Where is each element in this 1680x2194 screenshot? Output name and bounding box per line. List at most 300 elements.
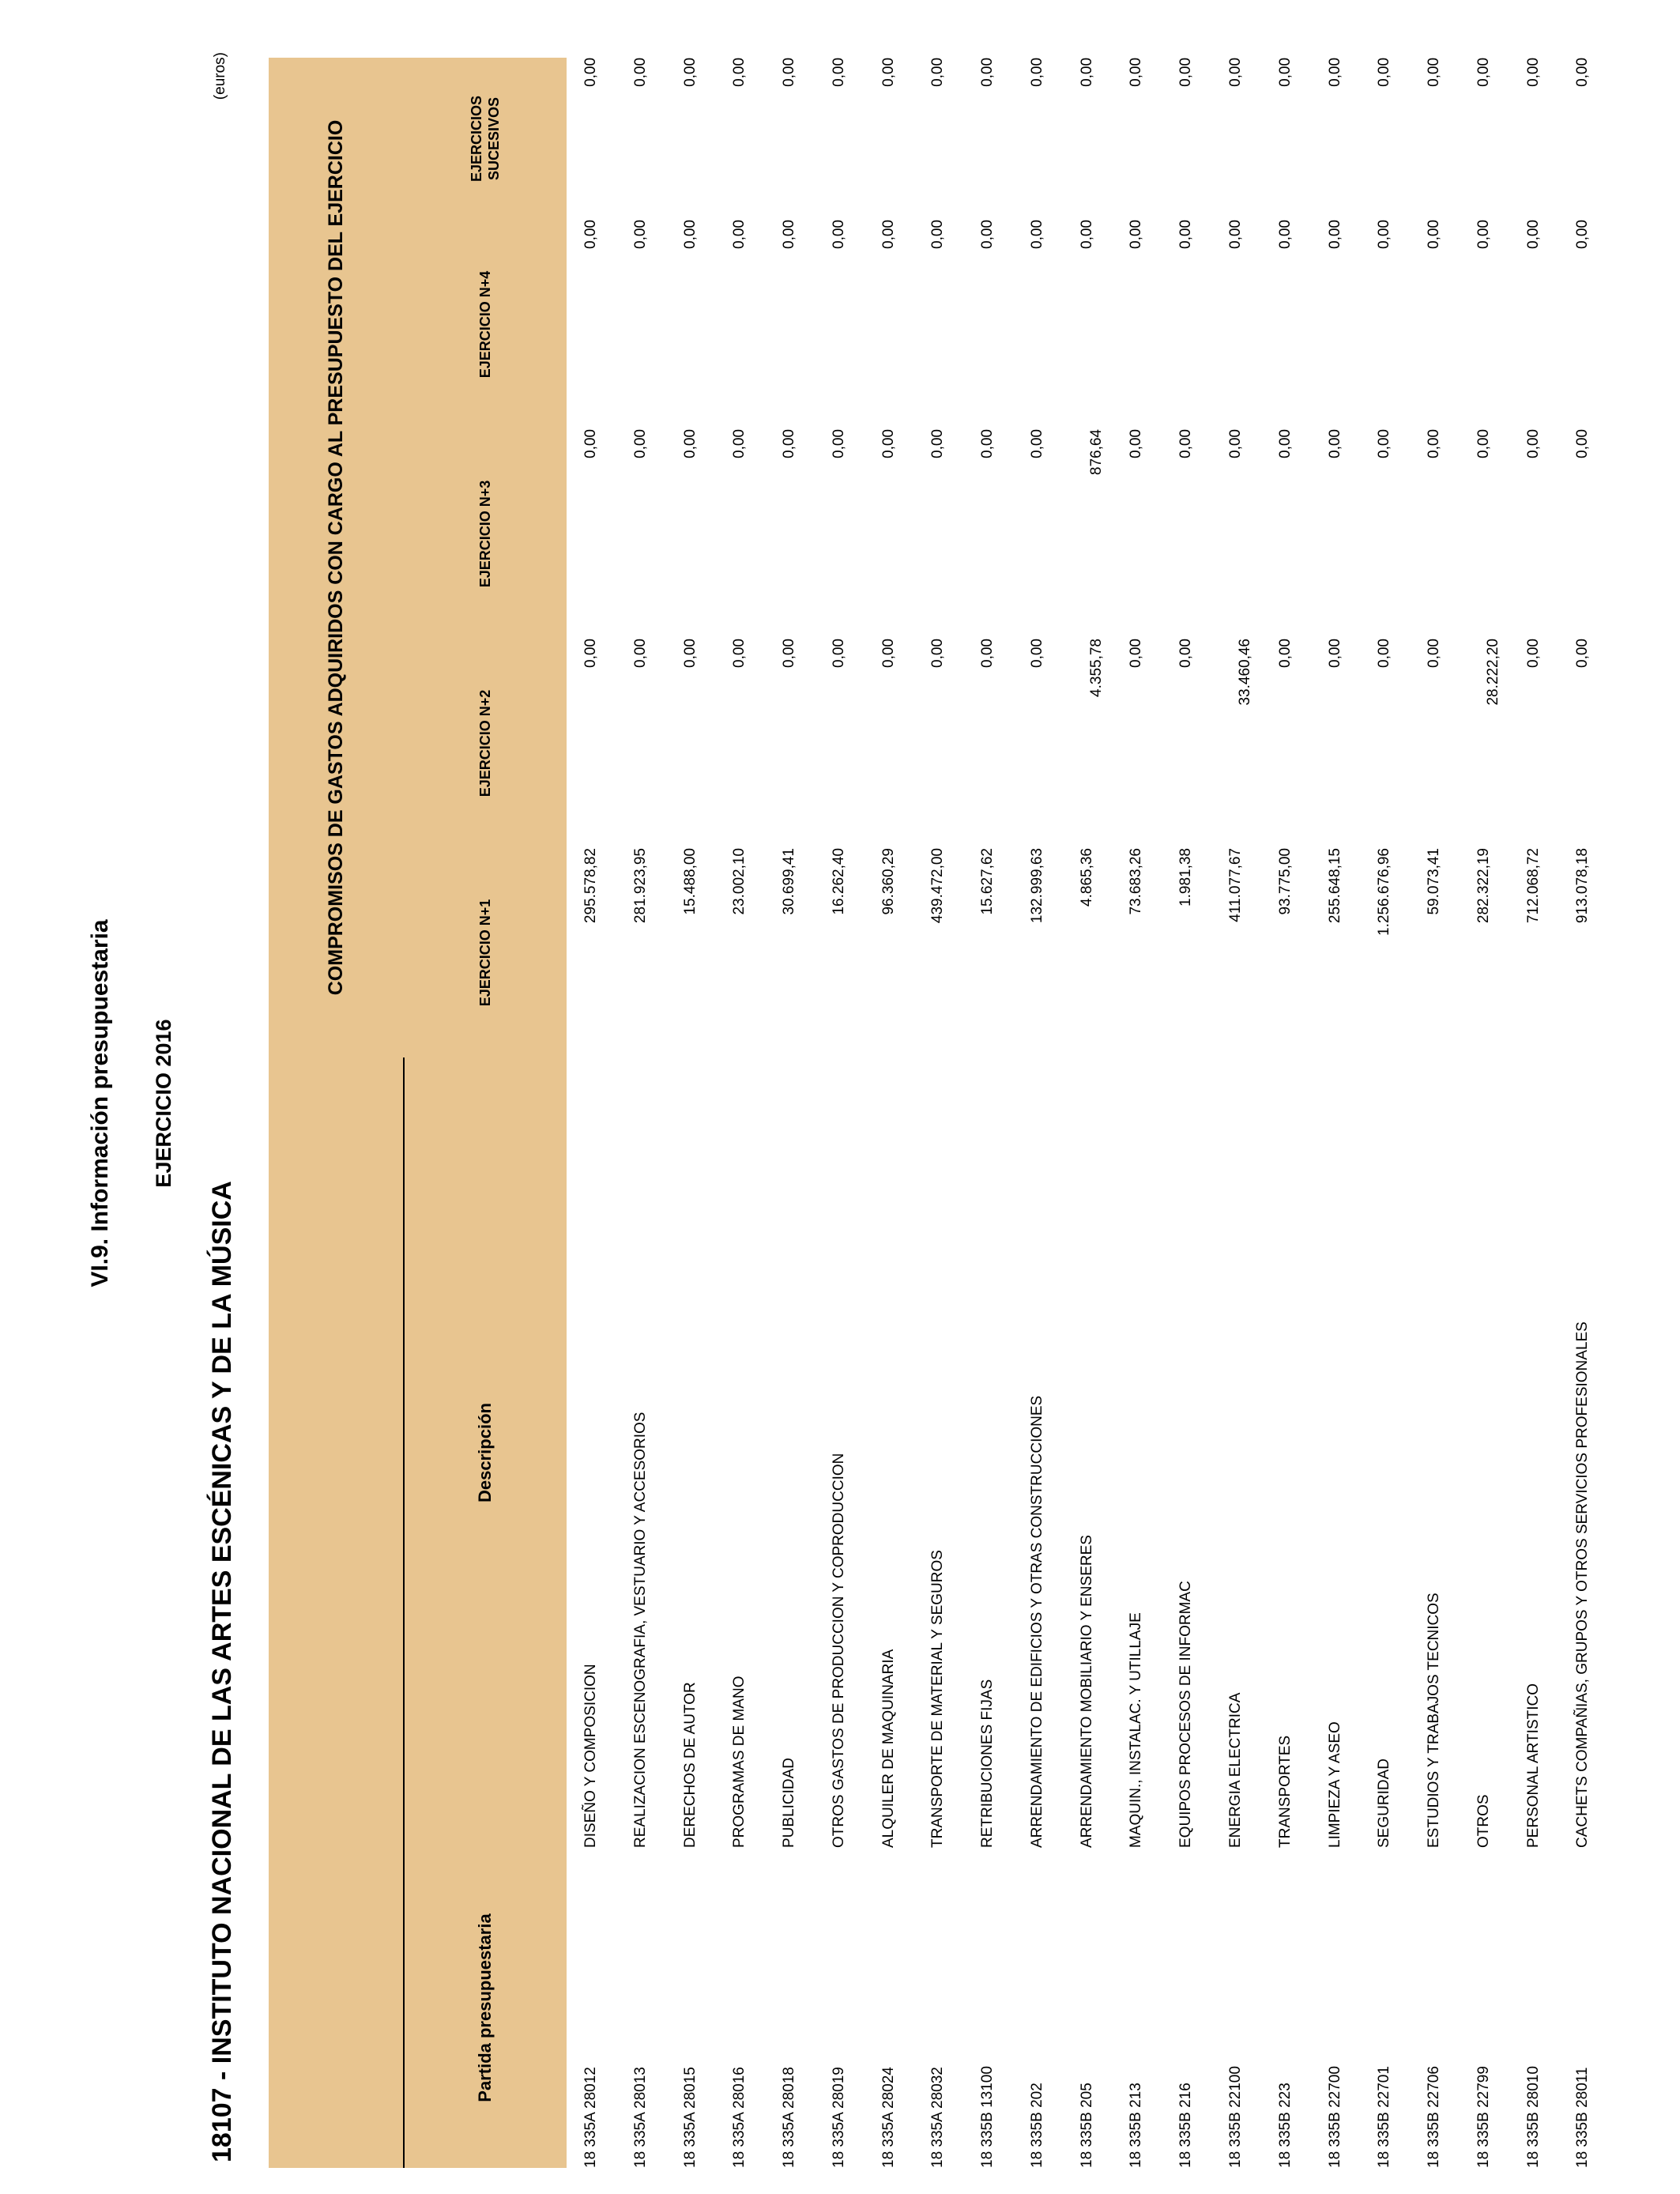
cell-descripcion-value: ESTUDIOS Y TRABAJOS TECNICOS xyxy=(1426,1593,1443,1848)
cell-n2 xyxy=(1459,639,1509,848)
cell-n3-value: 0,00 xyxy=(1574,429,1591,458)
cell-partida xyxy=(814,1848,864,2168)
cell-n3 xyxy=(665,429,715,639)
cell-n2 xyxy=(1310,639,1360,848)
cell-n4-value: 0,00 xyxy=(1524,220,1542,249)
cell-sucesivos xyxy=(963,58,1013,220)
cell-partida-value: 18 335A 28019 xyxy=(830,2067,847,2168)
cell-n4 xyxy=(1459,220,1509,429)
cell-n4 xyxy=(1360,220,1410,429)
cell-descripcion-value: ARRENDAMIENTO MOBILIARIO Y ENSERES xyxy=(1078,1535,1095,1848)
cell-n3 xyxy=(1410,429,1460,639)
cell-descripcion xyxy=(1013,1057,1063,1848)
cell-n2 xyxy=(814,639,864,848)
cell-sucesivos-value: 0,00 xyxy=(929,57,947,87)
cell-n2-value: 0,00 xyxy=(1524,639,1542,668)
cell-n2 xyxy=(665,639,715,848)
cell-descripcion-value: PERSONAL ARTISTICO xyxy=(1524,1683,1542,1848)
cell-n3-value: 0,00 xyxy=(1226,429,1244,458)
cell-n4 xyxy=(1062,220,1112,429)
table-row xyxy=(913,58,963,2168)
cell-descripcion-value: OTROS GASTOS DE PRODUCCION Y COPRODUCCION xyxy=(830,1453,847,1848)
cell-n4 xyxy=(864,220,913,429)
cell-sucesivos xyxy=(864,58,913,220)
cell-sucesivos-value: 0,00 xyxy=(1078,57,1095,87)
cell-n1 xyxy=(1360,848,1410,1057)
cell-n3 xyxy=(1360,429,1410,639)
cell-sucesivos xyxy=(715,58,765,220)
cell-n4 xyxy=(1509,220,1558,429)
table-row xyxy=(864,58,913,2168)
cell-n4-value: 0,00 xyxy=(880,220,897,249)
cell-sucesivos-value: 0,00 xyxy=(582,57,600,87)
cell-descripcion xyxy=(1112,1057,1162,1848)
cell-n3-value: 0,00 xyxy=(731,429,748,458)
table-row xyxy=(1112,58,1162,2168)
cell-partida-value: 18 335B 22706 xyxy=(1426,2066,1443,2168)
cell-partida-value: 18 335B 216 xyxy=(1177,2083,1195,2168)
cell-descripcion-value: REALIZACION ESCENOGRAFIA, VESTUARIO Y ACCESORIOS xyxy=(631,1412,649,1848)
cell-n2 xyxy=(715,639,765,848)
cell-n1-value: 30.699,41 xyxy=(781,848,798,915)
cell-descripcion xyxy=(1062,1057,1112,1848)
cell-n1 xyxy=(814,848,864,1057)
cell-n3-value: 0,00 xyxy=(582,429,600,458)
cell-n3 xyxy=(1211,429,1261,639)
cell-sucesivos-value: 0,00 xyxy=(1326,57,1343,87)
group-header: COMPROMISOS DE GASTOS ADQUIRIDOS CON CARGO AL PRESUPUESTO DEL EJERCICIO xyxy=(269,58,404,1057)
cell-n2-value: 33.460,46 xyxy=(1236,639,1253,706)
cell-n1-value: 913.078,18 xyxy=(1574,848,1591,924)
cell-n3-value: 876,64 xyxy=(1087,429,1105,476)
cell-n4 xyxy=(1310,220,1360,429)
cell-n1-value: 59.073,41 xyxy=(1426,848,1443,915)
cell-partida-value: 18 335B 28010 xyxy=(1524,2066,1542,2168)
cell-n4 xyxy=(665,220,715,429)
cell-partida xyxy=(1459,1848,1509,2168)
cell-n3-value: 0,00 xyxy=(1475,429,1492,458)
entity-title: 18107 - INSTITUTO NACIONAL DE LAS ARTES ESCÉNICAS Y DE LA MÚSICA xyxy=(207,1181,237,2162)
cell-descripcion-value: SEGURIDAD xyxy=(1376,1759,1393,1848)
cell-sucesivos-value: 0,00 xyxy=(1524,57,1542,87)
cell-descripcion xyxy=(665,1057,715,1848)
cell-sucesivos-value: 0,00 xyxy=(1128,57,1145,87)
cell-partida-value: 18 335B 205 xyxy=(1078,2083,1095,2168)
cell-n2 xyxy=(1360,639,1410,848)
cell-descripcion xyxy=(1509,1057,1558,1848)
cell-n2-value: 0,00 xyxy=(781,639,798,668)
cell-n3-value: 0,00 xyxy=(880,429,897,458)
cell-partida xyxy=(1310,1848,1360,2168)
cell-n4-value: 0,00 xyxy=(582,220,600,249)
cell-n1 xyxy=(616,848,665,1057)
cell-sucesivos xyxy=(913,58,963,220)
commitments-table xyxy=(269,58,1608,2168)
cell-n3-value: 0,00 xyxy=(1276,429,1294,458)
cell-n1-value: 281.923,95 xyxy=(631,848,649,924)
cell-n3-value: 0,00 xyxy=(1326,429,1343,458)
cell-n2-value: 0,00 xyxy=(979,639,996,668)
cell-n4-value: 0,00 xyxy=(681,220,699,249)
cell-descripcion-value: LIMPIEZA Y ASEO xyxy=(1326,1721,1343,1848)
cell-n3 xyxy=(1459,429,1509,639)
cell-n4-value: 0,00 xyxy=(1276,220,1294,249)
cell-descripcion-value: ARRENDAMIENTO DE EDIFICIOS Y OTRAS CONSTRUCCIONES xyxy=(1028,1395,1045,1848)
exercise-title: EJERCICIO 2016 xyxy=(152,1019,175,1188)
cell-partida xyxy=(1558,1848,1608,2168)
cell-n1-value: 96.360,29 xyxy=(880,848,897,915)
cell-sucesivos xyxy=(665,58,715,220)
cell-partida-value: 18 335A 28012 xyxy=(582,2067,600,2168)
cell-n4 xyxy=(1558,220,1608,429)
cell-n2 xyxy=(1211,639,1261,848)
cell-descripcion-value: TRANSPORTE DE MATERIAL Y SEGUROS xyxy=(929,1550,947,1848)
table-row xyxy=(1459,58,1509,2168)
cell-sucesivos xyxy=(1558,58,1608,220)
cell-n2-value: 0,00 xyxy=(1376,639,1393,668)
cell-partida-value: 18 335B 22799 xyxy=(1475,2066,1492,2168)
cell-n2 xyxy=(1410,639,1460,848)
cell-partida-value: 18 335B 22100 xyxy=(1226,2066,1244,2168)
cell-descripcion xyxy=(1310,1057,1360,1848)
cell-n4-value: 0,00 xyxy=(631,220,649,249)
cell-sucesivos-value: 0,00 xyxy=(1028,57,1045,87)
cell-partida-value: 18 335B 223 xyxy=(1276,2083,1294,2168)
cell-n1 xyxy=(1112,848,1162,1057)
cell-n2 xyxy=(963,639,1013,848)
cell-n1 xyxy=(1410,848,1460,1057)
cell-partida xyxy=(1112,1848,1162,2168)
cell-n3 xyxy=(963,429,1013,639)
cell-n4 xyxy=(1211,220,1261,429)
column-header-n3: EJERCICIO N+3 xyxy=(404,429,566,639)
column-header-n2: EJERCICIO N+2 xyxy=(404,639,566,848)
cell-n4 xyxy=(616,220,665,429)
column-header-descripcion: Descripción xyxy=(404,1057,566,1848)
cell-n1-value: 73.683,26 xyxy=(1128,848,1145,915)
cell-n3 xyxy=(1162,429,1211,639)
cell-n4 xyxy=(1162,220,1211,429)
cell-n4 xyxy=(913,220,963,429)
cell-sucesivos xyxy=(567,58,616,220)
table-row xyxy=(1062,58,1112,2168)
cell-n3 xyxy=(814,429,864,639)
column-header-sucesivos-line1: EJERCICIOS xyxy=(468,95,484,182)
cell-partida xyxy=(1162,1848,1211,2168)
cell-descripcion xyxy=(1260,1057,1310,1848)
cell-partida xyxy=(1360,1848,1410,2168)
cell-sucesivos xyxy=(1459,58,1509,220)
cell-sucesivos xyxy=(616,58,665,220)
cell-descripcion-value: ENERGIA ELECTRICA xyxy=(1226,1692,1244,1848)
cell-partida xyxy=(1211,1848,1261,2168)
table-row xyxy=(665,58,715,2168)
table-row xyxy=(1558,58,1608,2168)
cell-n1 xyxy=(1260,848,1310,1057)
cell-n1-value: 16.262,40 xyxy=(830,848,847,915)
cell-partida xyxy=(1410,1848,1460,2168)
cell-n3-value: 0,00 xyxy=(1524,429,1542,458)
cell-n2 xyxy=(1509,639,1558,848)
cell-n1 xyxy=(1310,848,1360,1057)
cell-partida-value: 18 335A 28016 xyxy=(731,2067,748,2168)
cell-n1 xyxy=(1013,848,1063,1057)
cell-n4-value: 0,00 xyxy=(1028,220,1045,249)
table-row xyxy=(1509,58,1558,2168)
table-row xyxy=(1410,58,1460,2168)
cell-descripcion xyxy=(765,1057,815,1848)
table-row xyxy=(814,58,864,2168)
cell-descripcion xyxy=(1162,1057,1211,1848)
cell-sucesivos-value: 0,00 xyxy=(781,57,798,87)
cell-n4 xyxy=(567,220,616,429)
cell-n2-value: 0,00 xyxy=(1128,639,1145,668)
cell-n4-value: 0,00 xyxy=(1426,220,1443,249)
column-header-partida: Partida presupuestaria xyxy=(404,1848,566,2168)
cell-n2-value: 0,00 xyxy=(1326,639,1343,668)
cell-n4-value: 0,00 xyxy=(1326,220,1343,249)
cell-n3 xyxy=(913,429,963,639)
cell-descripcion xyxy=(963,1057,1013,1848)
cell-n4 xyxy=(963,220,1013,429)
cell-n4-value: 0,00 xyxy=(1078,220,1095,249)
cell-descripcion xyxy=(1459,1057,1509,1848)
cell-n2-value: 28.222,20 xyxy=(1484,639,1501,706)
cell-descripcion xyxy=(1558,1057,1608,1848)
report-title: VI.9. Información presupuestaria xyxy=(87,919,113,1287)
cell-n4-value: 0,00 xyxy=(1574,220,1591,249)
column-header-n4: EJERCICIO N+4 xyxy=(404,220,566,429)
cell-sucesivos xyxy=(1509,58,1558,220)
cell-n3-value: 0,00 xyxy=(1028,429,1045,458)
table-row xyxy=(1310,58,1360,2168)
cell-n4-value: 0,00 xyxy=(731,220,748,249)
cell-n3 xyxy=(1260,429,1310,639)
cell-sucesivos-value: 0,00 xyxy=(1376,57,1393,87)
cell-descripcion xyxy=(864,1057,913,1848)
cell-n1-value: 1.981,38 xyxy=(1177,848,1195,907)
cell-n3-value: 0,00 xyxy=(929,429,947,458)
cell-descripcion-value: DISEÑO Y COMPOSICION xyxy=(582,1664,600,1848)
cell-partida xyxy=(665,1848,715,2168)
cell-sucesivos-value: 0,00 xyxy=(731,57,748,87)
cell-n4 xyxy=(1013,220,1063,429)
cell-sucesivos-value: 0,00 xyxy=(1226,57,1244,87)
currency-unit: (euros) xyxy=(212,52,228,100)
cell-n3 xyxy=(765,429,815,639)
cell-sucesivos-value: 0,00 xyxy=(1426,57,1443,87)
cell-n2-value: 4.355,78 xyxy=(1087,639,1105,697)
cell-n4 xyxy=(1260,220,1310,429)
cell-n1 xyxy=(715,848,765,1057)
cell-n2 xyxy=(1062,639,1112,848)
column-header-sucesivos-line2: SUCESIVOS xyxy=(485,96,502,180)
cell-partida-value: 18 335B 202 xyxy=(1028,2083,1045,2168)
cell-n3 xyxy=(715,429,765,639)
cell-partida xyxy=(567,1848,616,2168)
cell-sucesivos-value: 0,00 xyxy=(1276,57,1294,87)
cell-n2-value: 0,00 xyxy=(582,639,600,668)
cell-descripcion-value: EQUIPOS PROCESOS DE INFORMAC xyxy=(1177,1581,1195,1848)
cell-n4 xyxy=(715,220,765,429)
cell-partida xyxy=(765,1848,815,2168)
table-row xyxy=(567,58,616,2168)
cell-partida xyxy=(1260,1848,1310,2168)
cell-n4-value: 0,00 xyxy=(979,220,996,249)
cell-sucesivos-value: 0,00 xyxy=(979,57,996,87)
cell-n3 xyxy=(1112,429,1162,639)
cell-sucesivos-value: 0,00 xyxy=(631,57,649,87)
cell-sucesivos xyxy=(1410,58,1460,220)
cell-n2-value: 0,00 xyxy=(1426,639,1443,668)
cell-partida-value: 18 335A 28015 xyxy=(681,2067,699,2168)
cell-n2 xyxy=(864,639,913,848)
cell-n2-value: 0,00 xyxy=(731,639,748,668)
cell-descripcion xyxy=(567,1057,616,1848)
cell-sucesivos xyxy=(765,58,815,220)
cell-n2 xyxy=(1260,639,1310,848)
cell-n3-value: 0,00 xyxy=(1376,429,1393,458)
cell-n1 xyxy=(963,848,1013,1057)
cell-sucesivos xyxy=(1211,58,1261,220)
cell-sucesivos xyxy=(1013,58,1063,220)
cell-n4-value: 0,00 xyxy=(1475,220,1492,249)
cell-partida-value: 18 335A 28013 xyxy=(631,2067,649,2168)
cell-n3 xyxy=(1062,429,1112,639)
cell-descripcion xyxy=(1410,1057,1460,1848)
cell-n3 xyxy=(1013,429,1063,639)
cell-sucesivos-value: 0,00 xyxy=(1177,57,1195,87)
table-row xyxy=(1360,58,1410,2168)
cell-sucesivos-value: 0,00 xyxy=(880,57,897,87)
cell-n3 xyxy=(1310,429,1360,639)
cell-n1 xyxy=(913,848,963,1057)
column-header-sucesivos xyxy=(404,58,566,220)
cell-sucesivos xyxy=(814,58,864,220)
cell-sucesivos xyxy=(1162,58,1211,220)
cell-partida xyxy=(1062,1848,1112,2168)
cell-n2 xyxy=(1112,639,1162,848)
cell-n2-value: 0,00 xyxy=(1028,639,1045,668)
header-blank xyxy=(269,1057,404,2168)
cell-n3-value: 0,00 xyxy=(781,429,798,458)
column-header-n1: EJERCICIO N+1 xyxy=(404,848,566,1057)
cell-n2-value: 0,00 xyxy=(1574,639,1591,668)
cell-n3 xyxy=(1509,429,1558,639)
cell-n4-value: 0,00 xyxy=(1128,220,1145,249)
cell-descripcion xyxy=(616,1057,665,1848)
cell-n1-value: 1.256.676,96 xyxy=(1376,848,1393,936)
cell-n1 xyxy=(1509,848,1558,1057)
cell-n1 xyxy=(1459,848,1509,1057)
cell-descripcion xyxy=(715,1057,765,1848)
cell-n2-value: 0,00 xyxy=(830,639,847,668)
cell-descripcion-value: PUBLICIDAD xyxy=(781,1757,798,1848)
cell-n2-value: 0,00 xyxy=(681,639,699,668)
table-row xyxy=(963,58,1013,2168)
cell-n4-value: 0,00 xyxy=(1376,220,1393,249)
cell-n2-value: 0,00 xyxy=(631,639,649,668)
cell-partida-value: 18 335A 28032 xyxy=(929,2067,947,2168)
cell-n1 xyxy=(765,848,815,1057)
cell-n1-value: 132.999,63 xyxy=(1028,848,1045,924)
cell-n2 xyxy=(1558,639,1608,848)
cell-n4 xyxy=(765,220,815,429)
cell-partida-value: 18 335B 22701 xyxy=(1376,2066,1393,2168)
cell-n3-value: 0,00 xyxy=(1177,429,1195,458)
table-row xyxy=(765,58,815,2168)
cell-n1 xyxy=(1558,848,1608,1057)
cell-n4 xyxy=(1410,220,1460,429)
cell-n3 xyxy=(567,429,616,639)
cell-n2-value: 0,00 xyxy=(1177,639,1195,668)
cell-descripcion-value: MAQUIN., INSTALAC. Y UTILLAJE xyxy=(1128,1612,1145,1848)
cell-n3-value: 0,00 xyxy=(1128,429,1145,458)
cell-partida-value: 18 335B 13100 xyxy=(979,2066,996,2168)
cell-descripcion xyxy=(1211,1057,1261,1848)
cell-n2 xyxy=(765,639,815,848)
cell-n3 xyxy=(616,429,665,639)
cell-partida-value: 18 335B 213 xyxy=(1128,2083,1145,2168)
table-row xyxy=(1162,58,1211,2168)
cell-partida xyxy=(616,1848,665,2168)
cell-partida-value: 18 335B 28011 xyxy=(1574,2067,1591,2168)
cell-sucesivos xyxy=(1360,58,1410,220)
cell-sucesivos-value: 0,00 xyxy=(1475,57,1492,87)
cell-n1-value: 282.322,19 xyxy=(1475,848,1492,924)
cell-n4 xyxy=(814,220,864,429)
cell-partida xyxy=(1013,1848,1063,2168)
cell-descripcion xyxy=(1360,1057,1410,1848)
cell-descripcion-value: OTROS xyxy=(1475,1794,1492,1848)
cell-n1 xyxy=(567,848,616,1057)
cell-n2-value: 0,00 xyxy=(880,639,897,668)
cell-n2-value: 0,00 xyxy=(1276,639,1294,668)
cell-n3-value: 0,00 xyxy=(1426,429,1443,458)
cell-descripcion xyxy=(913,1057,963,1848)
cell-n4-value: 0,00 xyxy=(1226,220,1244,249)
cell-n2 xyxy=(1162,639,1211,848)
table-body xyxy=(567,58,1608,2168)
cell-descripcion-value: CACHETS COMPAÑIAS, GRUPOS Y OTROS SERVICIOS PROFESIONALES xyxy=(1574,1321,1591,1848)
cell-n1-value: 295.578,82 xyxy=(582,848,600,924)
cell-n1-value: 93.775,00 xyxy=(1276,848,1294,915)
cell-n1-value: 23.002,10 xyxy=(731,848,748,915)
cell-n1 xyxy=(665,848,715,1057)
cell-descripcion-value: RETRIBUCIONES FIJAS xyxy=(979,1679,996,1848)
cell-n1 xyxy=(1162,848,1211,1057)
cell-descripcion-value: DERECHOS DE AUTOR xyxy=(681,1682,699,1848)
table-row xyxy=(715,58,765,2168)
cell-sucesivos xyxy=(1260,58,1310,220)
cell-n3-value: 0,00 xyxy=(830,429,847,458)
cell-n3-value: 0,00 xyxy=(681,429,699,458)
cell-n3-value: 0,00 xyxy=(979,429,996,458)
cell-n3 xyxy=(1558,429,1608,639)
cell-sucesivos xyxy=(1112,58,1162,220)
cell-n1-value: 411.077,67 xyxy=(1226,848,1244,922)
cell-sucesivos-value: 0,00 xyxy=(830,57,847,87)
cell-sucesivos-value: 0,00 xyxy=(1574,57,1591,87)
cell-n1-value: 4.865,36 xyxy=(1078,848,1095,907)
cell-sucesivos xyxy=(1062,58,1112,220)
cell-n3 xyxy=(864,429,913,639)
cell-partida xyxy=(1509,1848,1558,2168)
cell-partida-value: 18 335B 22700 xyxy=(1326,2066,1343,2168)
cell-partida xyxy=(864,1848,913,2168)
table-row xyxy=(1260,58,1310,2168)
cell-n2 xyxy=(913,639,963,848)
